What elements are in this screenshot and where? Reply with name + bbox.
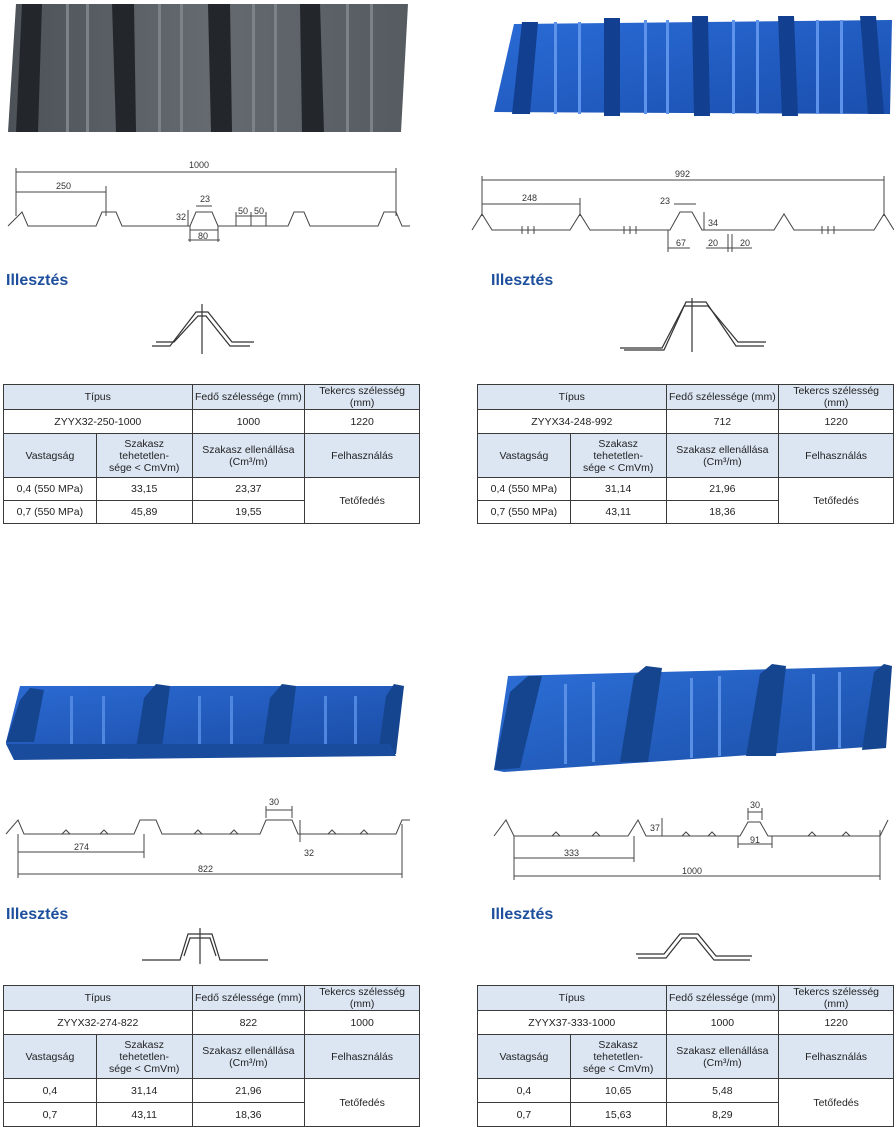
header-tipus: Típus [478,986,667,1011]
dim-20a: 20 [708,238,719,248]
header-tekercs: Tekercs szélesség (mm) [305,986,420,1011]
header-tipus: Típus [4,986,193,1011]
header-vastagsag: Vastagság [4,1035,97,1079]
header-tehetetlenseg-line2: sége < CmVm) [583,461,654,474]
header-tipus: Típus [478,385,667,410]
cell-ellenallas: 19,55 [192,501,305,524]
dim-32: 32 [304,848,315,858]
cell-vastagsag: 0,7 [4,1103,97,1127]
header-fedo: Fedő szélessége (mm) [192,986,305,1011]
cell-vastagsag: 0,4 [4,1079,97,1103]
photo-blue-roof-sheet-1 [494,14,892,120]
cell-tehetetlenseg: 31,14 [96,1079,192,1103]
header-ellenallas [192,1035,305,1079]
photo-blue-roof-sheet-3 [494,662,894,774]
header-felhasznalas: Felhasználás [779,1035,894,1079]
header-vastagsag: Vastagság [4,434,97,478]
dim-333: 333 [564,848,580,858]
header-tehetetlenseg-line2: sége < CmVm) [109,1062,180,1075]
profile-drawing-4 [492,796,892,886]
header-felhasznalas: Felhasználás [779,434,894,478]
cell-ellenallas: 21,96 [666,478,779,501]
photo-gray-roof-sheet [8,4,408,132]
cell-vastagsag: 0,4 (550 MPa) [4,478,97,501]
photo-blue-roof-sheet-2 [6,682,406,764]
header-ellenallas-line1: Szakasz ellenállása [676,1044,769,1057]
dim-91: 91 [750,835,761,845]
header-tehetetlenseg [96,1035,192,1079]
cell-type-name: ZYYX34-248-992 [478,410,667,434]
cell-felhasznalas: Tetőfedés [779,1079,894,1127]
header-ellenallas [666,1035,779,1079]
cell-ellenallas: 8,29 [666,1103,779,1127]
cell-ellenallas: 18,36 [192,1103,305,1127]
cell-tehetetlenseg: 15,63 [570,1103,666,1127]
cell-tekercs-value: 1220 [779,1011,894,1035]
cell-tekercs-value: 1220 [305,410,420,434]
cell-type-name: ZYYX32-274-822 [4,1011,193,1035]
dim-822: 822 [198,864,214,874]
joint-diagram-2 [618,298,768,354]
spec-table-4 [477,985,894,1127]
dim-1000: 1000 [682,866,703,876]
spec-table-3 [3,985,420,1127]
cell-felhasznalas: Tetőfedés [779,478,894,524]
cell-vastagsag: 0,7 [478,1103,571,1127]
dim-20b: 20 [740,238,751,248]
cell-type-name: ZYYX32-250-1000 [4,410,193,434]
header-tehetetlenseg-line1: Szakasz tehetetlen- [119,437,169,462]
header-tehetetlenseg-line2: sége < CmVm) [109,461,180,474]
cell-felhasznalas: Tetőfedés [305,1079,420,1127]
cell-vastagsag: 0,4 (550 MPa) [478,478,571,501]
header-fedo: Fedő szélessége (mm) [192,385,305,410]
header-ellenallas-line2: (Cm³/m) [229,455,268,468]
joint-diagram-1 [150,302,270,358]
dim-23: 23 [200,194,211,204]
cell-fedo-value: 1000 [192,410,305,434]
header-ellenallas [666,434,779,478]
cell-ellenallas: 5,48 [666,1079,779,1103]
header-ellenallas-line1: Szakasz ellenállása [202,443,295,456]
cell-vastagsag: 0,7 (550 MPa) [4,501,97,524]
header-ellenallas-line2: (Cm³/m) [703,455,742,468]
header-ellenallas [192,434,305,478]
cell-tekercs-value: 1000 [305,1011,420,1035]
dim-37: 37 [650,823,661,833]
cell-vastagsag: 0,7 (550 MPa) [478,501,571,524]
dim-34: 34 [708,218,719,228]
dim-80: 80 [198,231,209,241]
dim-67: 67 [676,238,687,248]
spec-table-2 [477,384,894,524]
header-tehetetlenseg-line1: Szakasz tehetetlen- [119,1038,169,1063]
header-tekercs: Tekercs szélesség (mm) [779,986,894,1011]
header-felhasznalas: Felhasználás [305,1035,420,1079]
cell-tehetetlenseg: 10,65 [570,1079,666,1103]
dim-30: 30 [750,800,761,810]
cell-tehetetlenseg: 31,14 [570,478,666,501]
header-vastagsag: Vastagság [478,434,571,478]
header-ellenallas-line1: Szakasz ellenállása [202,1044,295,1057]
header-ellenallas-line2: (Cm³/m) [229,1056,268,1069]
cell-ellenallas: 18,36 [666,501,779,524]
heading-illesztes-1: Illesztés [6,272,69,289]
header-tekercs: Tekercs szélesség (mm) [305,385,420,410]
dim-23: 23 [660,196,671,206]
header-ellenallas-line1: Szakasz ellenállása [676,443,769,456]
heading-illesztes-3: Illesztés [6,906,69,923]
dim-30: 30 [269,797,280,807]
joint-diagram-4 [634,930,754,964]
cell-fedo-value: 712 [666,410,779,434]
header-tehetetlenseg [96,434,192,478]
cell-tehetetlenseg: 33,15 [96,478,192,501]
header-vastagsag: Vastagság [478,1035,571,1079]
dim-1000: 1000 [189,160,210,170]
joint-diagram-3 [140,926,272,966]
cell-type-name: ZYYX37-333-1000 [478,1011,667,1035]
profile-drawing-1 [4,156,414,248]
dim-250: 250 [56,181,72,191]
spec-table-1 [3,384,420,524]
cell-tehetetlenseg: 45,89 [96,501,192,524]
header-tehetetlenseg [570,1035,666,1079]
header-fedo: Fedő szélessége (mm) [666,986,779,1011]
header-tehetetlenseg-line1: Szakasz tehetetlen- [593,1038,643,1063]
dim-992: 992 [675,169,691,179]
cell-vastagsag: 0,4 [478,1079,571,1103]
cell-tekercs-value: 1220 [779,410,894,434]
cell-tehetetlenseg: 43,11 [570,501,666,524]
header-tehetetlenseg [570,434,666,478]
heading-illesztes-2: Illesztés [491,272,554,289]
header-tehetetlenseg-line1: Szakasz tehetetlen- [593,437,643,462]
header-felhasznalas: Felhasználás [305,434,420,478]
cell-ellenallas: 21,96 [192,1079,305,1103]
dim-274: 274 [74,842,90,852]
header-ellenallas-line2: (Cm³/m) [703,1056,742,1069]
dim-32: 32 [176,212,187,222]
header-tipus: Típus [4,385,193,410]
cell-fedo-value: 822 [192,1011,305,1035]
header-fedo: Fedő szélessége (mm) [666,385,779,410]
cell-tehetetlenseg: 43,11 [96,1103,192,1127]
profile-drawing-2 [470,166,894,258]
profile-drawing-3 [4,794,414,886]
cell-felhasznalas: Tetőfedés [305,478,420,524]
dim-248: 248 [522,193,538,203]
header-tehetetlenseg-line2: sége < CmVm) [583,1062,654,1075]
dim-50b: 50 [254,206,265,216]
cell-fedo-value: 1000 [666,1011,779,1035]
header-tekercs: Tekercs szélesség (mm) [779,385,894,410]
dim-50a: 50 [238,206,249,216]
cell-ellenallas: 23,37 [192,478,305,501]
heading-illesztes-4: Illesztés [491,906,554,923]
